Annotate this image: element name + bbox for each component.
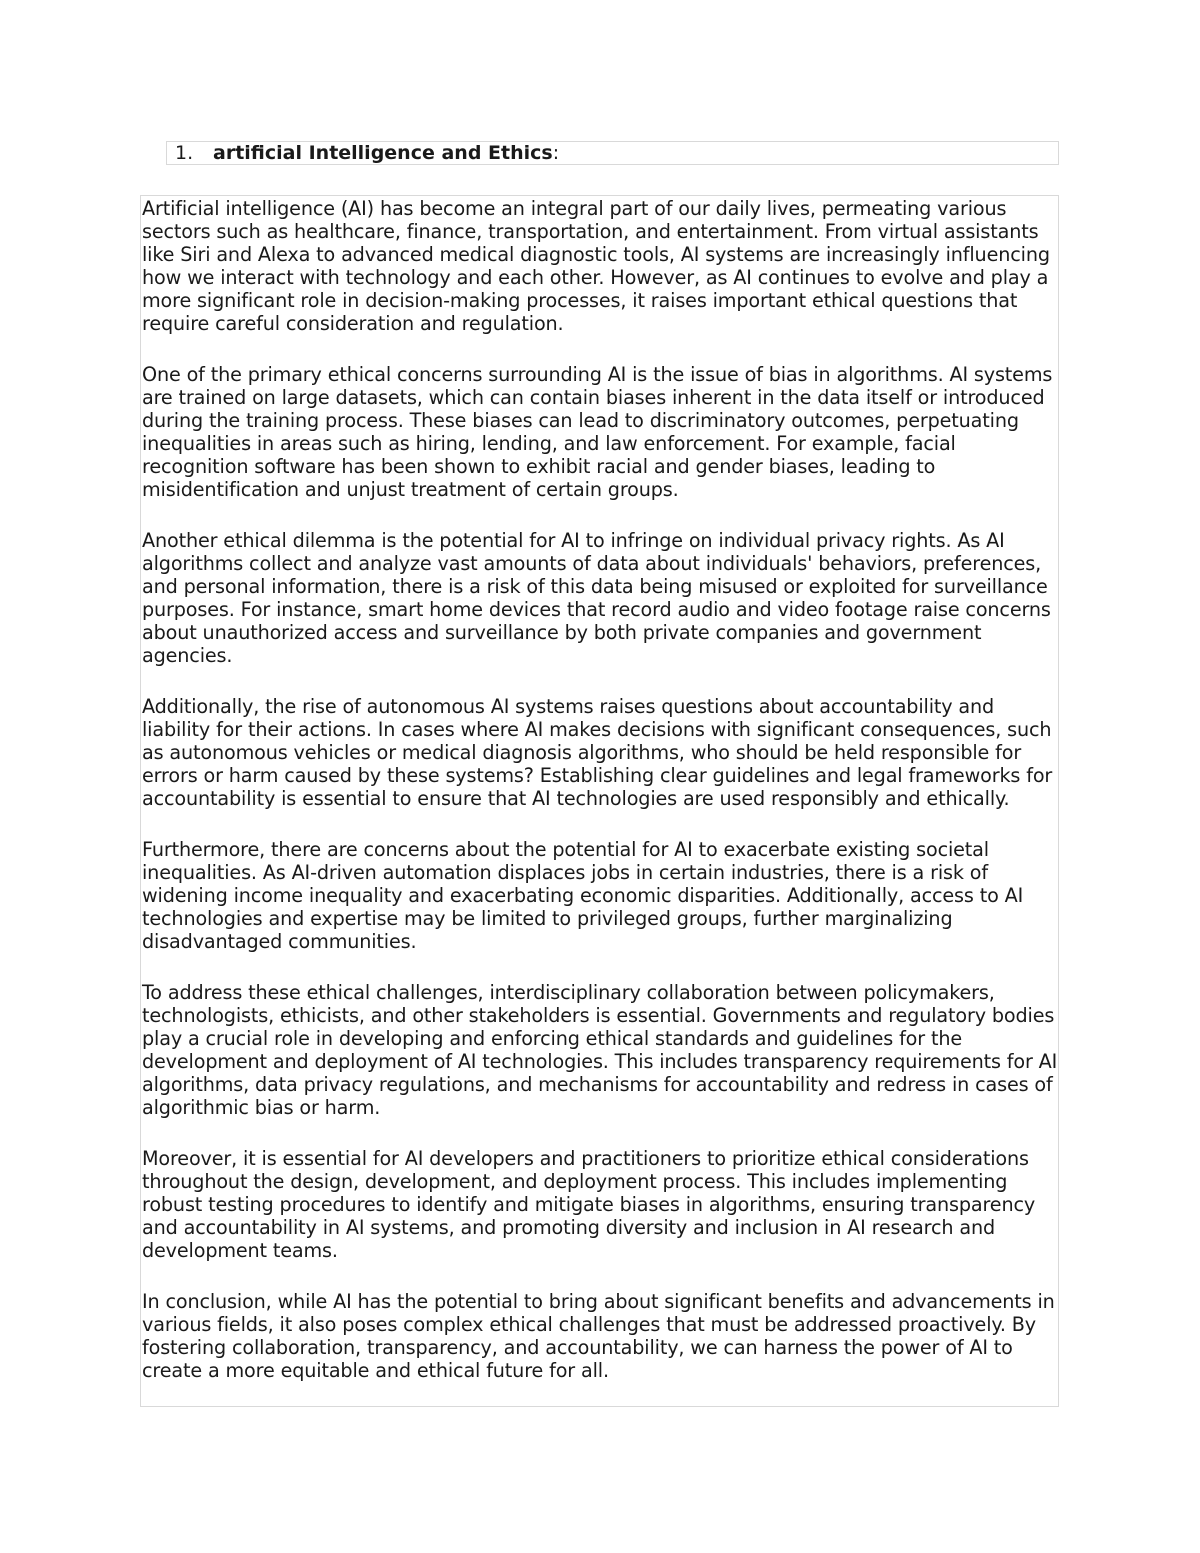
body-text-box <box>140 195 1059 1407</box>
paragraph-bias: One of the primary ethical concerns surrounding AI is the issue of bias in algorithms. AI systems are trained on large datasets, which can contain biases inherent in the data itself or introduced during the training process. These biases can lead to discriminatory outcomes, perpetuating inequalities in areas such as hiring, lending, and law enforcement. For example, facial recognition software has been shown to exhibit racial and gender biases, leading to misidentification and unjust treatment of certain groups. <box>142 363 1053 501</box>
section-heading <box>166 141 1059 165</box>
heading-title: artificial Intelligence and Ethics <box>213 142 553 164</box>
heading-colon: : <box>552 142 560 164</box>
paragraph-privacy: Another ethical dilemma is the potential for AI to infringe on individual privacy rights. As AI algorithms collect and analyze vast amounts of data about individuals' behaviors, preferences, and personal information, there is a risk of this data being misused or exploited for surveillance purposes. For instance, smart home devices that record audio and video footage raise concerns about unauthorized access and surveillance by both private companies and government agencies. <box>142 529 1051 667</box>
paragraph-conclusion: In conclusion, while AI has the potential to bring about significant benefits and advancements in various fields, it also poses complex ethical challenges that must be addressed proactively. By fostering collaboration, transparency, and accountability, we can harness the power of AI to create a more equitable and ethical future for all. <box>142 1290 1055 1382</box>
paragraph-collaboration: To address these ethical challenges, interdisciplinary collaboration between policymakers, technologists, ethicists, and other stakeholders is essential. Governments and regulatory bodies play a crucial role in developing and enforcing ethical standards and guidelines for the development and deployment of AI technologies. This includes transparency requirements for AI algorithms, data privacy regulations, and mechanisms for accountability and redress in cases of algorithmic bias or harm. <box>142 981 1058 1119</box>
paragraph-accountability: Additionally, the rise of autonomous AI systems raises questions about accountability and liability for their actions. In cases where AI makes decisions with significant consequences, such as autonomous vehicles or medical diagnosis algorithms, who should be held responsible for errors or harm caused by these systems? Establishing clear guidelines and legal frameworks for accountability is essential to ensure that AI technologies are used responsibly and ethically. <box>142 695 1053 810</box>
paragraph-developers: Moreover, it is essential for AI developers and practitioners to prioritize ethical considerations throughout the design, development, and deployment process. This includes implementing robust testing procedures to identify and mitigate biases in algorithms, ensuring transparency and accountability in AI systems, and promoting diversity and inclusion in AI research and development teams. <box>142 1147 1036 1262</box>
list-number: 1. <box>175 142 194 164</box>
paragraph-intro: Artificial intelligence (AI) has become an integral part of our daily lives, permeating various sectors such as healthcare, finance, transportation, and entertainment. From virtual assistants like Siri and Alexa to advanced medical diagnostic tools, AI systems are increasingly influencing how we interact with technology and each other. However, as AI continues to evolve and play a more significant role in decision-making processes, it raises important ethical questions that require careful consideration and regulation. <box>142 197 1050 335</box>
paragraph-inequality: Furthermore, there are concerns about the potential for AI to exacerbate existing societal inequalities. As AI-driven automation displaces jobs in certain industries, there is a risk of widening income inequality and exacerbating economic disparities. Additionally, access to AI technologies and expertise may be limited to privileged groups, further marginalizing disadvantaged communities. <box>142 838 1024 953</box>
